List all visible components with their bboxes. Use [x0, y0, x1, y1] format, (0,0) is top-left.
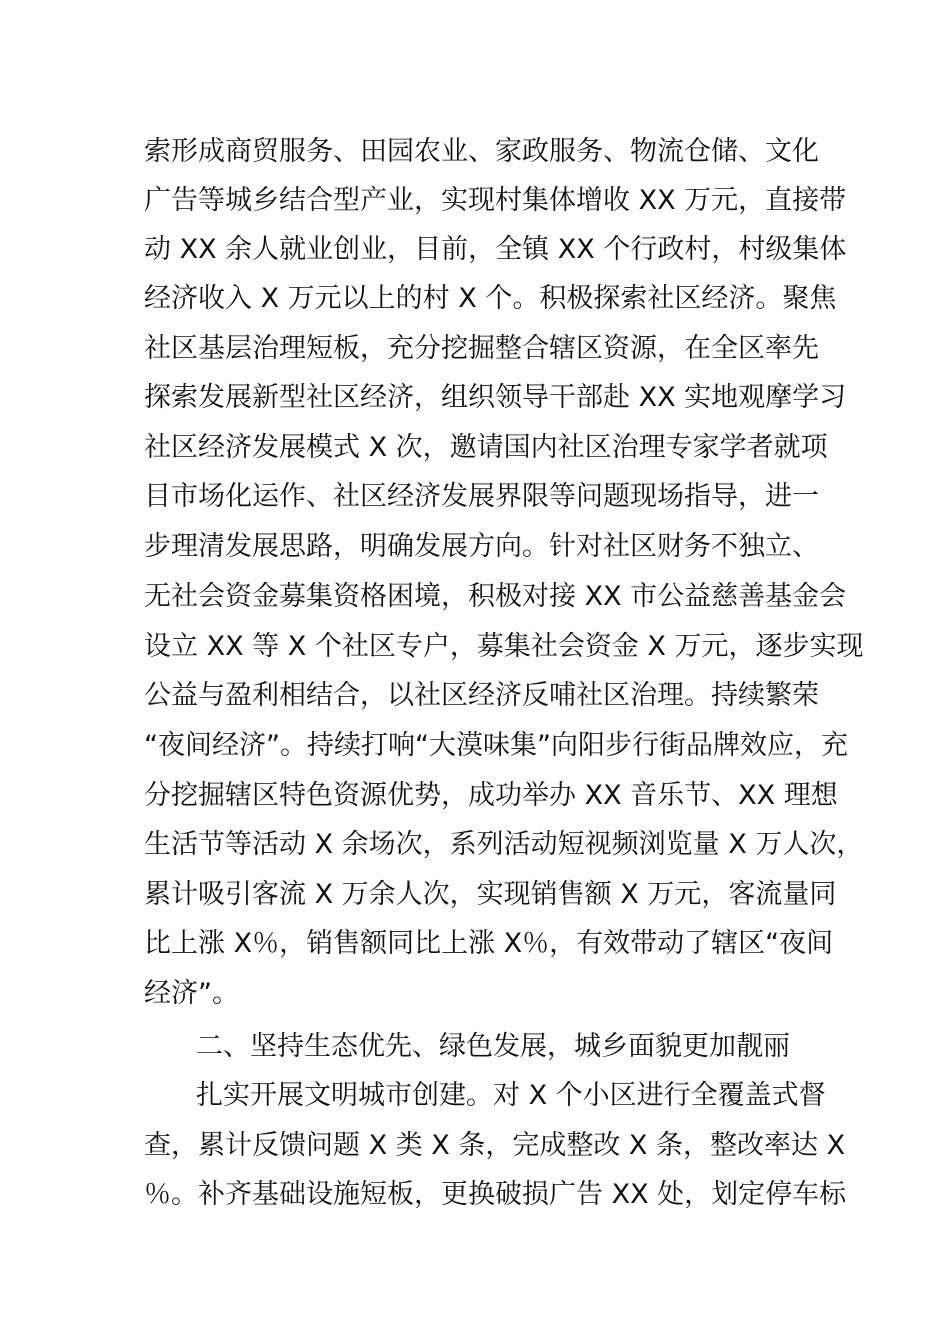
- body-line: 经济收入 X 万元以上的村 X 个。积极探索社区经济。聚焦: [144, 283, 837, 314]
- body-line: 分挖掘辖区特色资源优势，成功举办 XX 音乐节、XX 理想: [144, 780, 838, 811]
- section-heading: 二、坚持生态优先、绿色发展，城乡面貌更加靓丽: [196, 1031, 790, 1062]
- body-line: 比上涨 X％，销售额同比上涨 X％，有效带动了辖区“夜间: [144, 928, 834, 959]
- body-line: 步理清发展思路，明确发展方向。针对社区财务不独立、: [144, 531, 819, 562]
- body-line: 目市场化运作、社区经济发展界限等问题现场指导，进一: [144, 481, 819, 512]
- body-line: 扎实开展文明城市创建。对 X 个小区进行全覆盖式督: [196, 1080, 826, 1111]
- body-line: 累计吸引客流 X 万余人次，实现销售额 X 万元，客流量同: [144, 879, 837, 910]
- body-line: “夜间经济”。持续打响“大漠味集”向阳步行街品牌效应，充: [144, 730, 848, 761]
- body-line: 公益与盈利相结合，以社区经济反哺社区治理。持续繁荣: [144, 680, 819, 711]
- body-line: 无社会资金募集资格困境，积极对接 XX 市公益慈善基金会: [144, 581, 847, 612]
- body-line: 索形成商贸服务、田园农业、家政服务、物流仓储、文化: [144, 136, 819, 167]
- body-line: 探索发展新型社区经济，组织领导干部赴 XX 实地观摩学习: [144, 382, 847, 413]
- body-line: ％。补齐基础设施短板，更换破损广告 XX 处，划定停车标: [144, 1179, 847, 1210]
- body-line: 社区经济发展模式 X 次，邀请国内社区治理专家学者就项: [144, 432, 828, 463]
- body-line: 社区基层治理短板，充分挖掘整合辖区资源，在全区率先: [144, 333, 819, 364]
- body-line: 广告等城乡结合型产业，实现村集体增收 XX 万元，直接带: [144, 185, 847, 216]
- body-line: 经济”。: [144, 978, 239, 1009]
- body-line: 生活节等活动 X 余场次，系列活动短视频浏览量 X 万人次，: [144, 829, 864, 860]
- body-line: 查，累计反馈问题 X 类 X 条，完成整改 X 条，整改率达 X: [144, 1130, 846, 1161]
- body-line: 设立 XX 等 X 个社区专户，募集社会资金 X 万元，逐步实现: [144, 631, 864, 662]
- body-line: 动 XX 余人就业创业，目前，全镇 XX 个行政村，村级集体: [144, 234, 847, 265]
